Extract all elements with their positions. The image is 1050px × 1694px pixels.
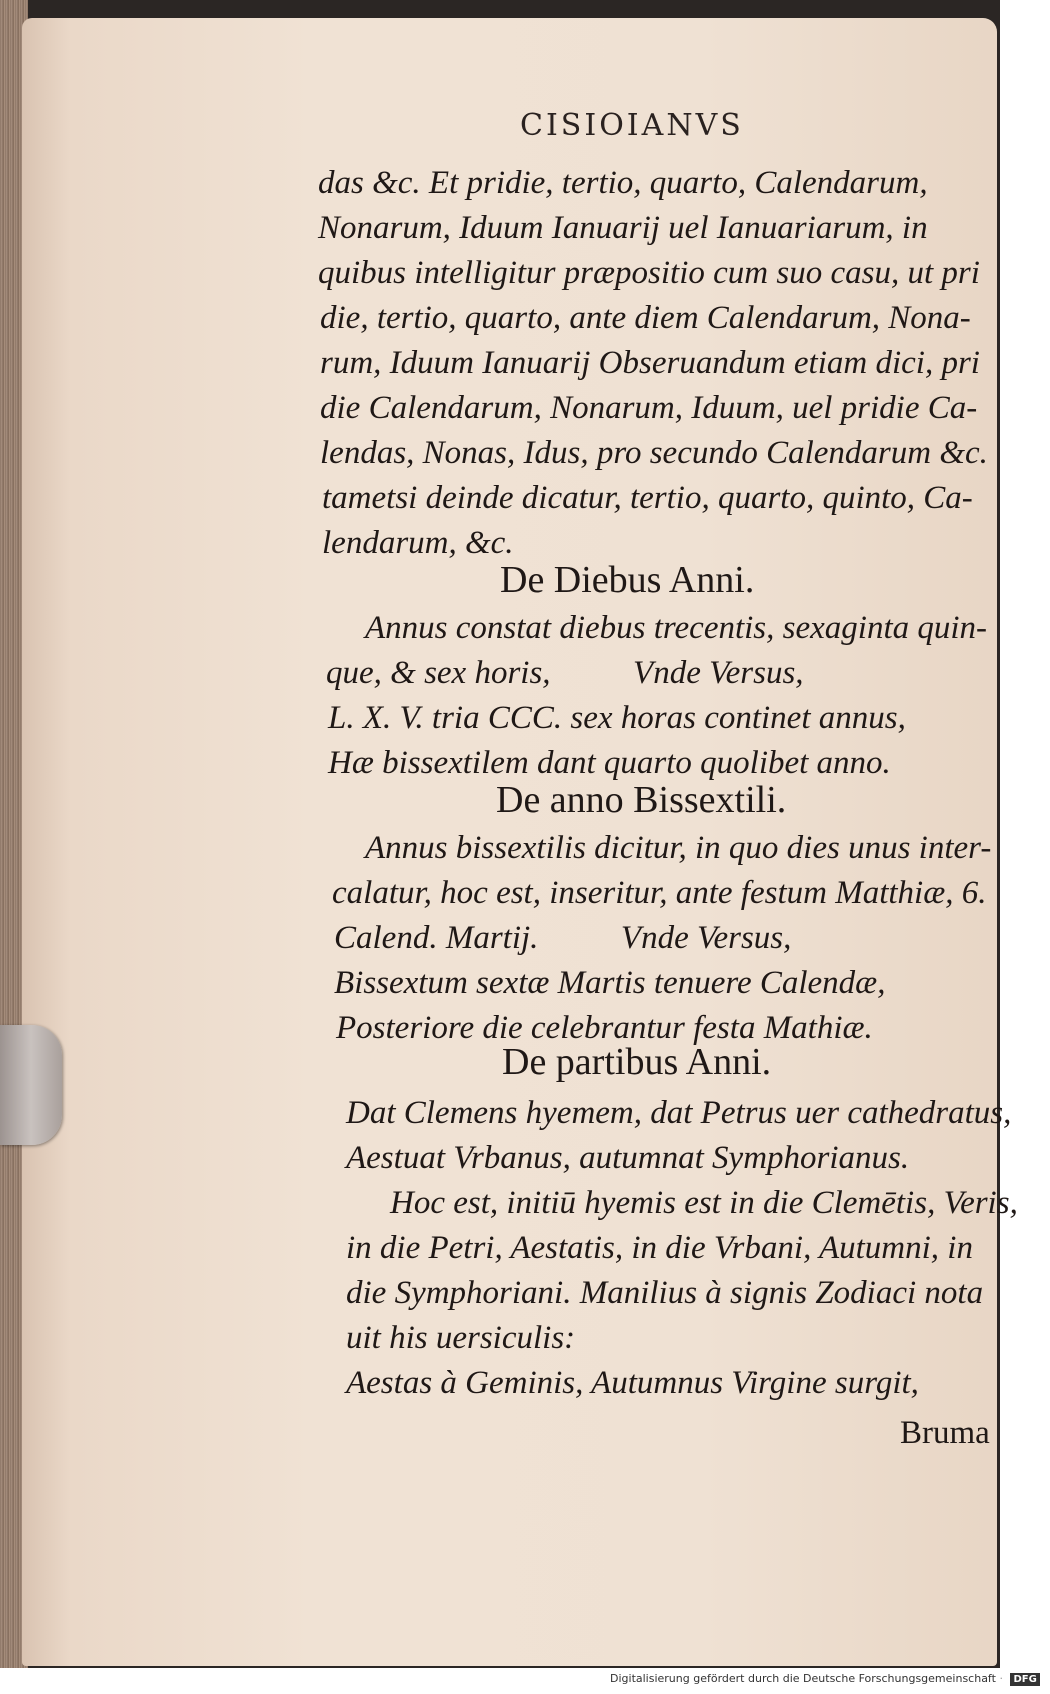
text-line: rum, Iduum Ianuarij Obseruandum etiam dici, pri [320, 345, 980, 381]
text-line: in die Petri, Aestatis, in die Vrbani, Autumni, in [346, 1230, 973, 1266]
footer-text: Digitalisierung gefördert durch die Deutsche Forschungsgemeinschaft [610, 1672, 996, 1685]
text-line: Annus constat diebus trecentis, sexaginta quin- [365, 610, 988, 646]
text-line: Dat Clemens hyemem, dat Petrus uer cathedratus, [346, 1095, 1012, 1131]
text-line: que, & sex horis, Vnde Versus, [326, 655, 804, 691]
running-head: CISIOIANVS [520, 108, 744, 143]
text-line: Nonarum, Iduum Ianuarij uel Ianuariarum, in [318, 210, 928, 246]
section-heading: De Diebus Anni. [500, 559, 755, 601]
text-line: lendarum, &c. [322, 525, 514, 561]
text-line: Annus bissextilis dicitur, in quo dies unus inter- [365, 830, 992, 866]
footer-separator: · [999, 1672, 1003, 1685]
text-line: Hoc est, initiū hyemis est in die Clemētis, Veris, [390, 1185, 1018, 1221]
catchword: Bruma [900, 1415, 990, 1451]
text-line: das &c. Et pridie, tertio, quarto, Calendarum, [318, 165, 928, 201]
text-line: Calend. Martij. Vnde Versus, [334, 920, 792, 956]
text-line: Posteriore die celebrantur festa Mathiæ. [336, 1010, 873, 1046]
section-heading: De partibus Anni. [502, 1041, 772, 1083]
digitization-footer [610, 1672, 1040, 1686]
text-line: Aestas à Geminis, Autumnus Virgine surgit, [346, 1365, 919, 1401]
text-line: L. X. V. tria CCC. sex horas continet annus, [328, 700, 906, 736]
text-line: die Calendarum, Nonarum, Iduum, uel pridie Ca- [320, 390, 978, 426]
text-line: tametsi deinde dicatur, tertio, quarto, quinto, Ca- [322, 480, 973, 516]
section-heading: De anno Bissextili. [496, 779, 787, 821]
text-line: quibus intelligitur præpositio cum suo casu, ut pri [318, 255, 980, 291]
text-line: Bissextum sextæ Martis tenuere Calendæ, [334, 965, 886, 1001]
text-line: uit his uersiculis: [346, 1320, 576, 1356]
text-line: Aestuat Vrbanus, autumnat Symphorianus. [346, 1140, 910, 1176]
text-line: Hæ bissextilem dant quarto quolibet anno. [328, 745, 891, 781]
text-line: die Symphoriani. Manilius à signis Zodiaci nota [346, 1275, 984, 1311]
text-line: calatur, hoc est, inseritur, ante festum Matthiæ, 6. [332, 875, 987, 911]
dfg-logo: DFG [1010, 1673, 1039, 1686]
text-line: die, tertio, quarto, ante diem Calendarum, Nona- [320, 300, 971, 336]
page-clip [0, 1025, 62, 1145]
text-line: lendas, Nonas, Idus, pro secundo Calendarum &c. [320, 435, 988, 471]
